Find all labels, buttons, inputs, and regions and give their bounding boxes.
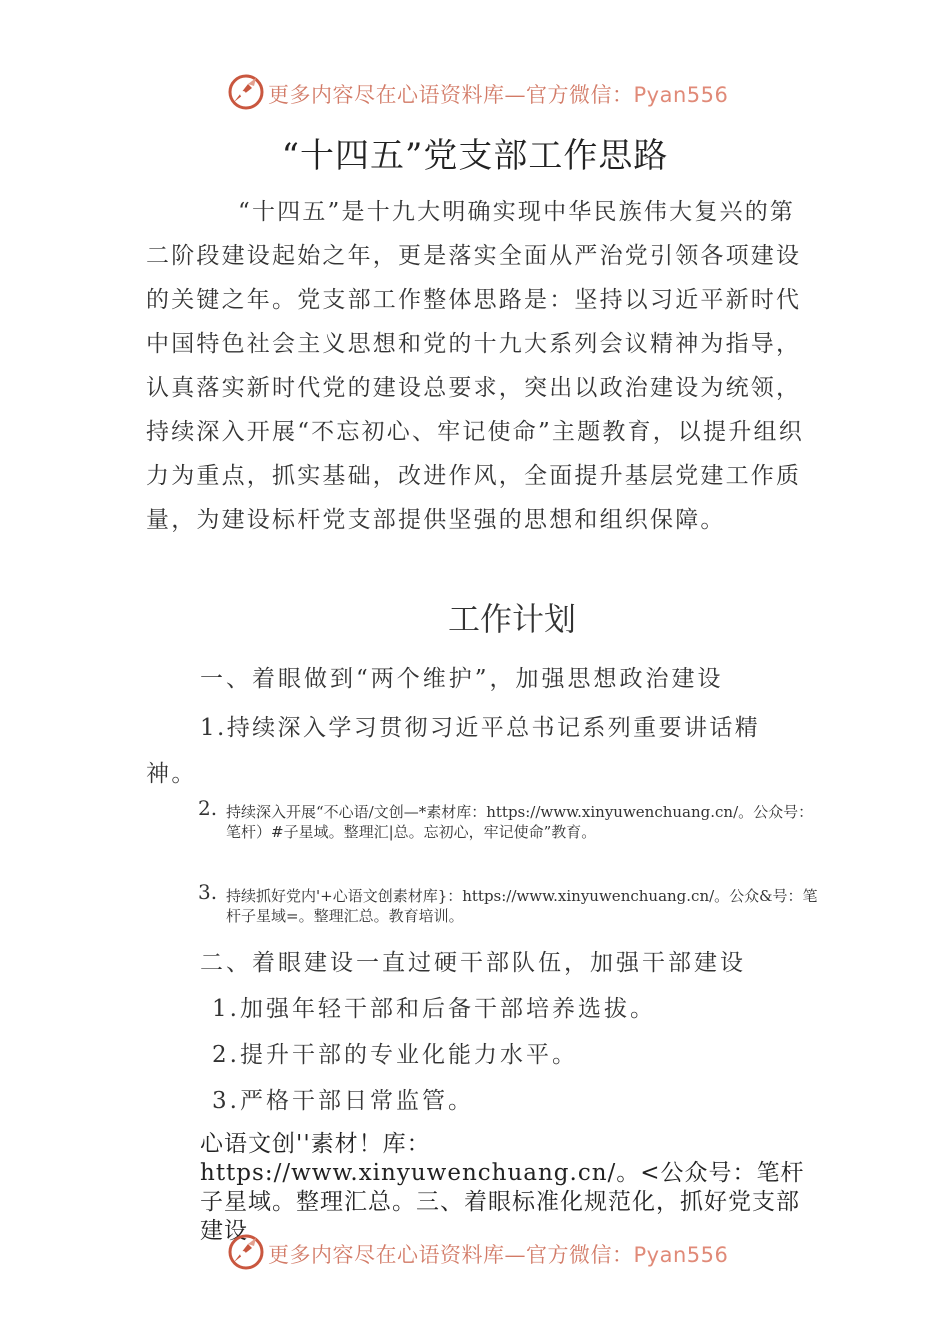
section2-heading: 二、着眼建设一直过硬干部队伍，加强干部建设: [200, 950, 746, 976]
section1-item3: [198, 880, 826, 926]
watermark-logo-icon: [226, 1232, 266, 1272]
banner-wechat-id: Pyan556: [633, 1243, 729, 1267]
banner-text: 更多内容尽在心语资料库—官方微信：: [268, 1243, 634, 1267]
document-title: “十四五”党支部工作思路: [281, 136, 669, 176]
section1-item2-text: 持续深入开展“不心语/文创—*素材库：https://www.xinyuwenchuang.cn/。公众号：笔杆）#子星域。整理汇|总。忘初心，牢记使命”教育。: [226, 803, 814, 841]
watermark-logo-icon: [226, 72, 266, 112]
section1-item1: 1.持续深入学习贯彻习近平总书记系列重要讲话精神。: [146, 715, 761, 787]
footer-watermark-banner: [0, 1230, 950, 1274]
banner-text: 更多内容尽在心语资料库—官方微信：: [268, 83, 634, 107]
section1-item2-number: 2.: [198, 796, 218, 820]
intro-paragraph: “十四五”是十九大明确实现中华民族伟大复兴的第二阶段建设起始之年，更是落实全面从严治党引领各项建设的关键之年。党支部工作整体思路是：坚持以习近平新时代中国特色社会主义思想和党的十九大系列会议精神为指导，认真落实新时代党的建设总要求，突出以政治建设为统领，持续深入开展“不忘初心、牢记使命”主题教育，以提升组织力为重点，抓实基础，改进作风，全面提升基层党建工作质量，为建设标杆党支部提供坚强的思想和组织保障。: [146, 199, 804, 533]
section1-item3-number: 3.: [198, 880, 218, 904]
section1-item3-text: 持续抓好党内'+心语文创素材库}：https://www.xinyuwenchuang.cn/。公众&号：笔杆子星域=。整理汇总。教育培训。: [226, 887, 818, 925]
header-watermark-banner: [0, 70, 950, 114]
section1-item2: [198, 796, 816, 842]
banner-wechat-id: Pyan556: [633, 83, 729, 107]
section1-heading: 一、着眼做到“两个维护”，加强思想政治建设: [200, 666, 724, 692]
section2-item1: 1.加强年轻干部和后备干部培养选拔。: [212, 996, 656, 1022]
tail-paragraph: 心语文创''素材！库：https://www.xinyuwenchuang.cn/。<公众号：笔杆子星域。整理汇总。三、着眼标准化规范化，抓好党支部建设: [200, 1131, 805, 1244]
section2-item2: 2.提升干部的专业化能力水平。: [212, 1042, 578, 1068]
plan-heading: 工作计划: [447, 600, 576, 638]
section2-item3: 3.严格干部日常监管。: [212, 1088, 474, 1114]
